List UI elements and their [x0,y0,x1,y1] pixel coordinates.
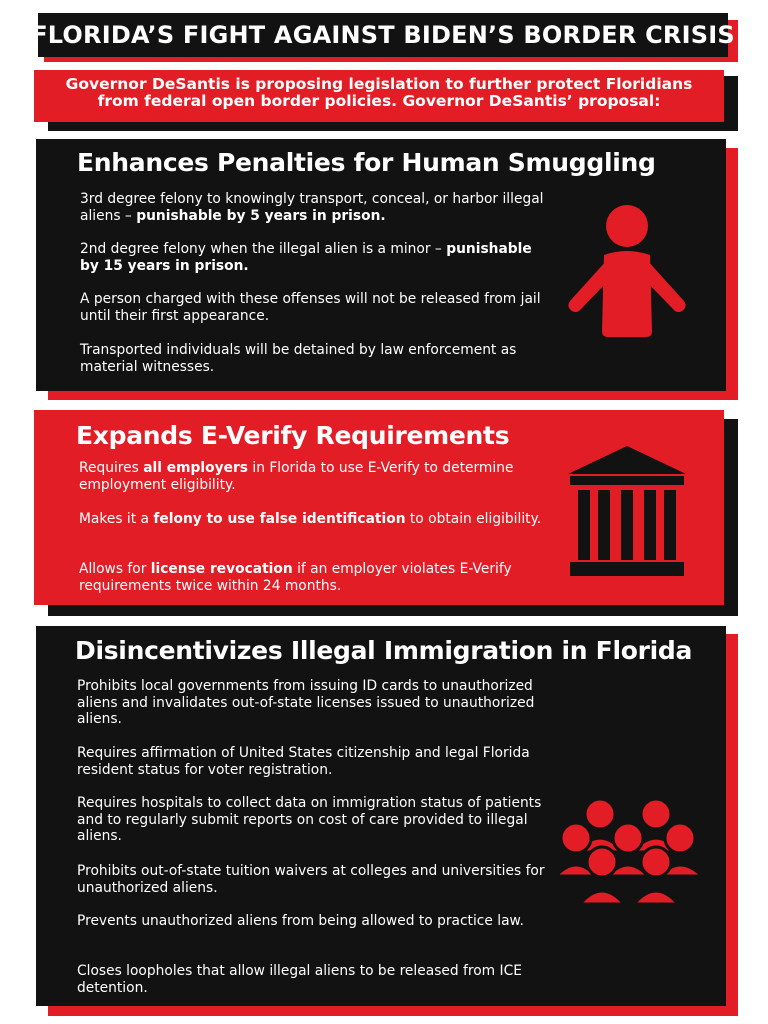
section1-panel [36,139,726,391]
section1-p2-bold: punishable by 15 years in prison. [80,241,532,274]
section2-p3-pre: Allows for [79,561,151,577]
section3-paragraph-2: Requires affirmation of United States citizenship and legal Florida resident status for voter registration. [77,745,530,778]
section2-p1-pre: Requires [79,460,144,476]
section1-paragraph-2 [80,241,550,274]
section1-heading: Enhances Penalties for Human Smuggling [77,148,656,177]
section2-paragraph-1 [79,460,549,493]
section2-p1-post: in Florida to use E-Verify to determine employment eligibility. [79,460,514,493]
section2-p1-bold: all employers [143,460,248,476]
section1-p1-bold: punishable by 5 years in prison. [136,207,386,224]
section2-p2-pre: Makes it a [79,511,154,527]
section2-paragraph-3 [79,561,549,594]
section1-paragraph-4: Transported individuals will be detained by law enforcement as material witnesses. [80,342,517,375]
section2-p2-post: to obtain eligibility. [405,511,542,527]
section3-paragraph-1: Prohibits local governments from issuing ID cards to unauthorized aliens and invalidates out-of-state licenses issued to unauthorized aliens. [77,678,535,727]
person-icon [564,203,690,343]
section1-p1-text: 3rd degree felony to knowingly transport, conceal, or harbor illegal aliens – [80,191,544,224]
section1-p2-text: 2nd degree felony when the illegal alien is a minor – [80,241,447,257]
section3-panel [36,626,726,1006]
intro-line-2: from federal open border policies. Governor DeSantis’ proposal: [97,92,661,110]
section2-p2-bold: felony to use false identification [153,511,406,527]
section2-paragraph-2 [79,511,549,528]
section2-heading: Expands E-Verify Requirements [76,421,510,450]
section2-panel [34,410,724,605]
title-bar [31,13,735,57]
section2-p3-bold: license revocation [150,561,293,577]
section3-paragraph-6: Closes loopholes that allow illegal aliens to be released from ICE detention. [77,963,522,996]
government-building-icon [568,446,686,578]
crowd-icon [556,796,704,906]
intro-bar [34,70,724,122]
section2-p3-post: if an employer violates E-Verify requirements twice within 24 months. [79,561,512,594]
page-title: FLORIDA’S FIGHT AGAINST BIDEN’S BORDER CRISIS [31,21,735,49]
intro-line-1: Governor DeSantis is proposing legislation to further protect Floridians [65,75,693,93]
section1-paragraph-3: A person charged with these offenses will not be released from jail until their first appearance. [80,291,541,324]
intro-text [34,76,724,110]
section1-paragraph-1 [80,191,550,224]
section3-paragraph-4: Prohibits out-of-state tuition waivers at colleges and universities for unauthorized aliens. [77,863,545,896]
section3-paragraph-5: Prevents unauthorized aliens from being allowed to practice law. [77,913,524,929]
section3-heading: Disincentivizes Illegal Immigration in Florida [75,636,693,665]
section3-paragraph-3: Requires hospitals to collect data on immigration status of patients and to regularly submit reports on cost of care provided to illegal aliens. [77,795,542,844]
